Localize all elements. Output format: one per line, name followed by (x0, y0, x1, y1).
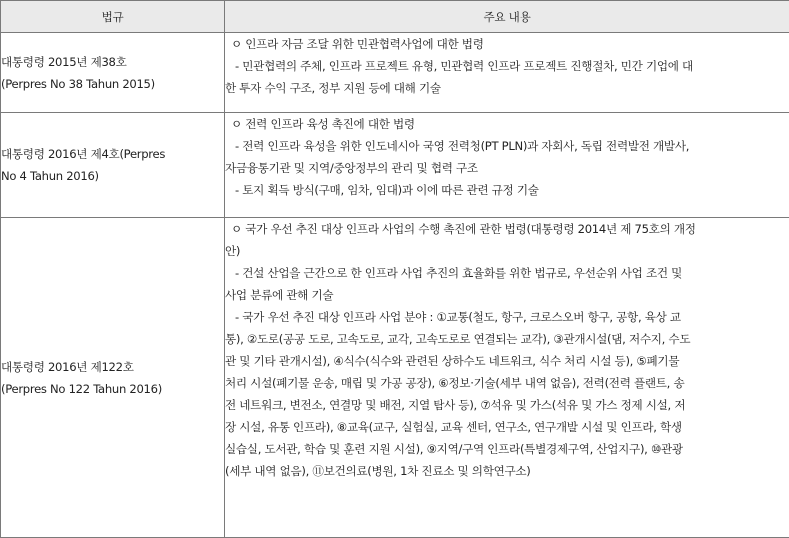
content-heading: ㅇ 인프라 자금 조달 위한 민관협력사업에 대한 법령 (225, 33, 789, 55)
content-line: 자금융통기관 및 지역/중앙정부의 관리 및 협력 구조 (225, 157, 789, 179)
content-line: 장 시설, 유통 인프라), ⑧교육(교구, 실험실, 교육 센터, 연구소, 연구개발 시설 및 인프라, 학생 (225, 416, 789, 438)
law-name: 대통령령 2016년 제122호 (1, 356, 224, 378)
content-line: 전 네트워크, 변전소, 연결망 및 배전, 지열 탐사 등), ⑦석유 및 가스(석유 및 가스 정제 시설, 저 (225, 394, 789, 416)
content-line: 처리 시설(폐기물 운송, 매립 및 가공 공장), ⑥정보·기술(세부 내역 없음), 전력(전력 플랜트, 송 (225, 372, 789, 394)
content-line: 통), ②도로(공공 도로, 고속도로, 교각, 고속도로로 연결되는 교각), ③관개시설(댐, 저수지, 수도 (225, 328, 789, 350)
content-line: - 건설 산업을 근간으로 한 인프라 사업 추진의 효율화를 위한 법규로, 우선순위 사업 조건 및 (225, 262, 789, 284)
law-cell (1, 33, 225, 113)
law-cell (1, 218, 225, 538)
content-line: 관 및 기타 관개시설), ④식수(식수와 관련된 상하수도 네트워크, 식수 처리 시설 등), ⑤폐기물 (225, 350, 789, 372)
content-heading: ㅇ 국가 우선 추진 대상 인프라 사업의 수행 촉진에 관한 법령(대통령령 2014년 제 75호의 개정 (225, 218, 789, 240)
content-line: - 민관협력의 주체, 인프라 프로젝트 유형, 민관협력 인프라 프로젝트 진행절차, 민간 기업에 대 (225, 55, 789, 77)
content-cell (225, 113, 789, 218)
content-line: - 전력 인프라 육성을 위한 인도네시아 국영 전력청(PT PLN)과 자회사, 독립 전력발전 개발사, (225, 135, 789, 157)
law-name: 대통령령 2015년 제38호 (1, 51, 224, 73)
content-line: 한 투자 수익 구조, 정부 지원 등에 대해 기술 (225, 77, 789, 99)
content-cell (225, 218, 789, 538)
content-heading: ㅇ 전력 인프라 육성 촉진에 대한 법령 (225, 113, 789, 135)
law-name-original: (Perpres No 38 Tahun 2015) (1, 73, 224, 95)
table-row (1, 33, 789, 113)
header-law: 법규 (1, 1, 225, 33)
content-line: - 국가 우선 추진 대상 인프라 사업 분야 : ①교통(철도, 항구, 크로스오버 항구, 공항, 육상 교 (225, 306, 789, 328)
content-line: 안) (225, 240, 789, 262)
law-name-original: (Perpres No 122 Tahun 2016) (1, 378, 224, 400)
content-line: 사업 분류에 관해 기술 (225, 284, 789, 306)
content-line: 실습실, 도서관, 학습 및 훈련 지원 시설), ⑨지역/구역 인프라(특별경제구역, 산업지구), ⑩관광 (225, 438, 789, 460)
law-name-original: No 4 Tahun 2016) (1, 165, 224, 187)
header-row (1, 1, 789, 33)
content-cell (225, 33, 789, 113)
law-name: 대통령령 2016년 제4호(Perpres (1, 143, 224, 165)
content-line: (세부 내역 없음), ⑪보건의료(병원, 1차 진료소 및 의학연구소) (225, 460, 789, 482)
table-row (1, 218, 789, 538)
law-cell (1, 113, 225, 218)
header-content: 주요 내용 (225, 1, 789, 33)
table-row (1, 113, 789, 218)
content-line: - 토지 획득 방식(구매, 임차, 임대)과 이에 따른 관련 규정 기술 (225, 179, 789, 201)
